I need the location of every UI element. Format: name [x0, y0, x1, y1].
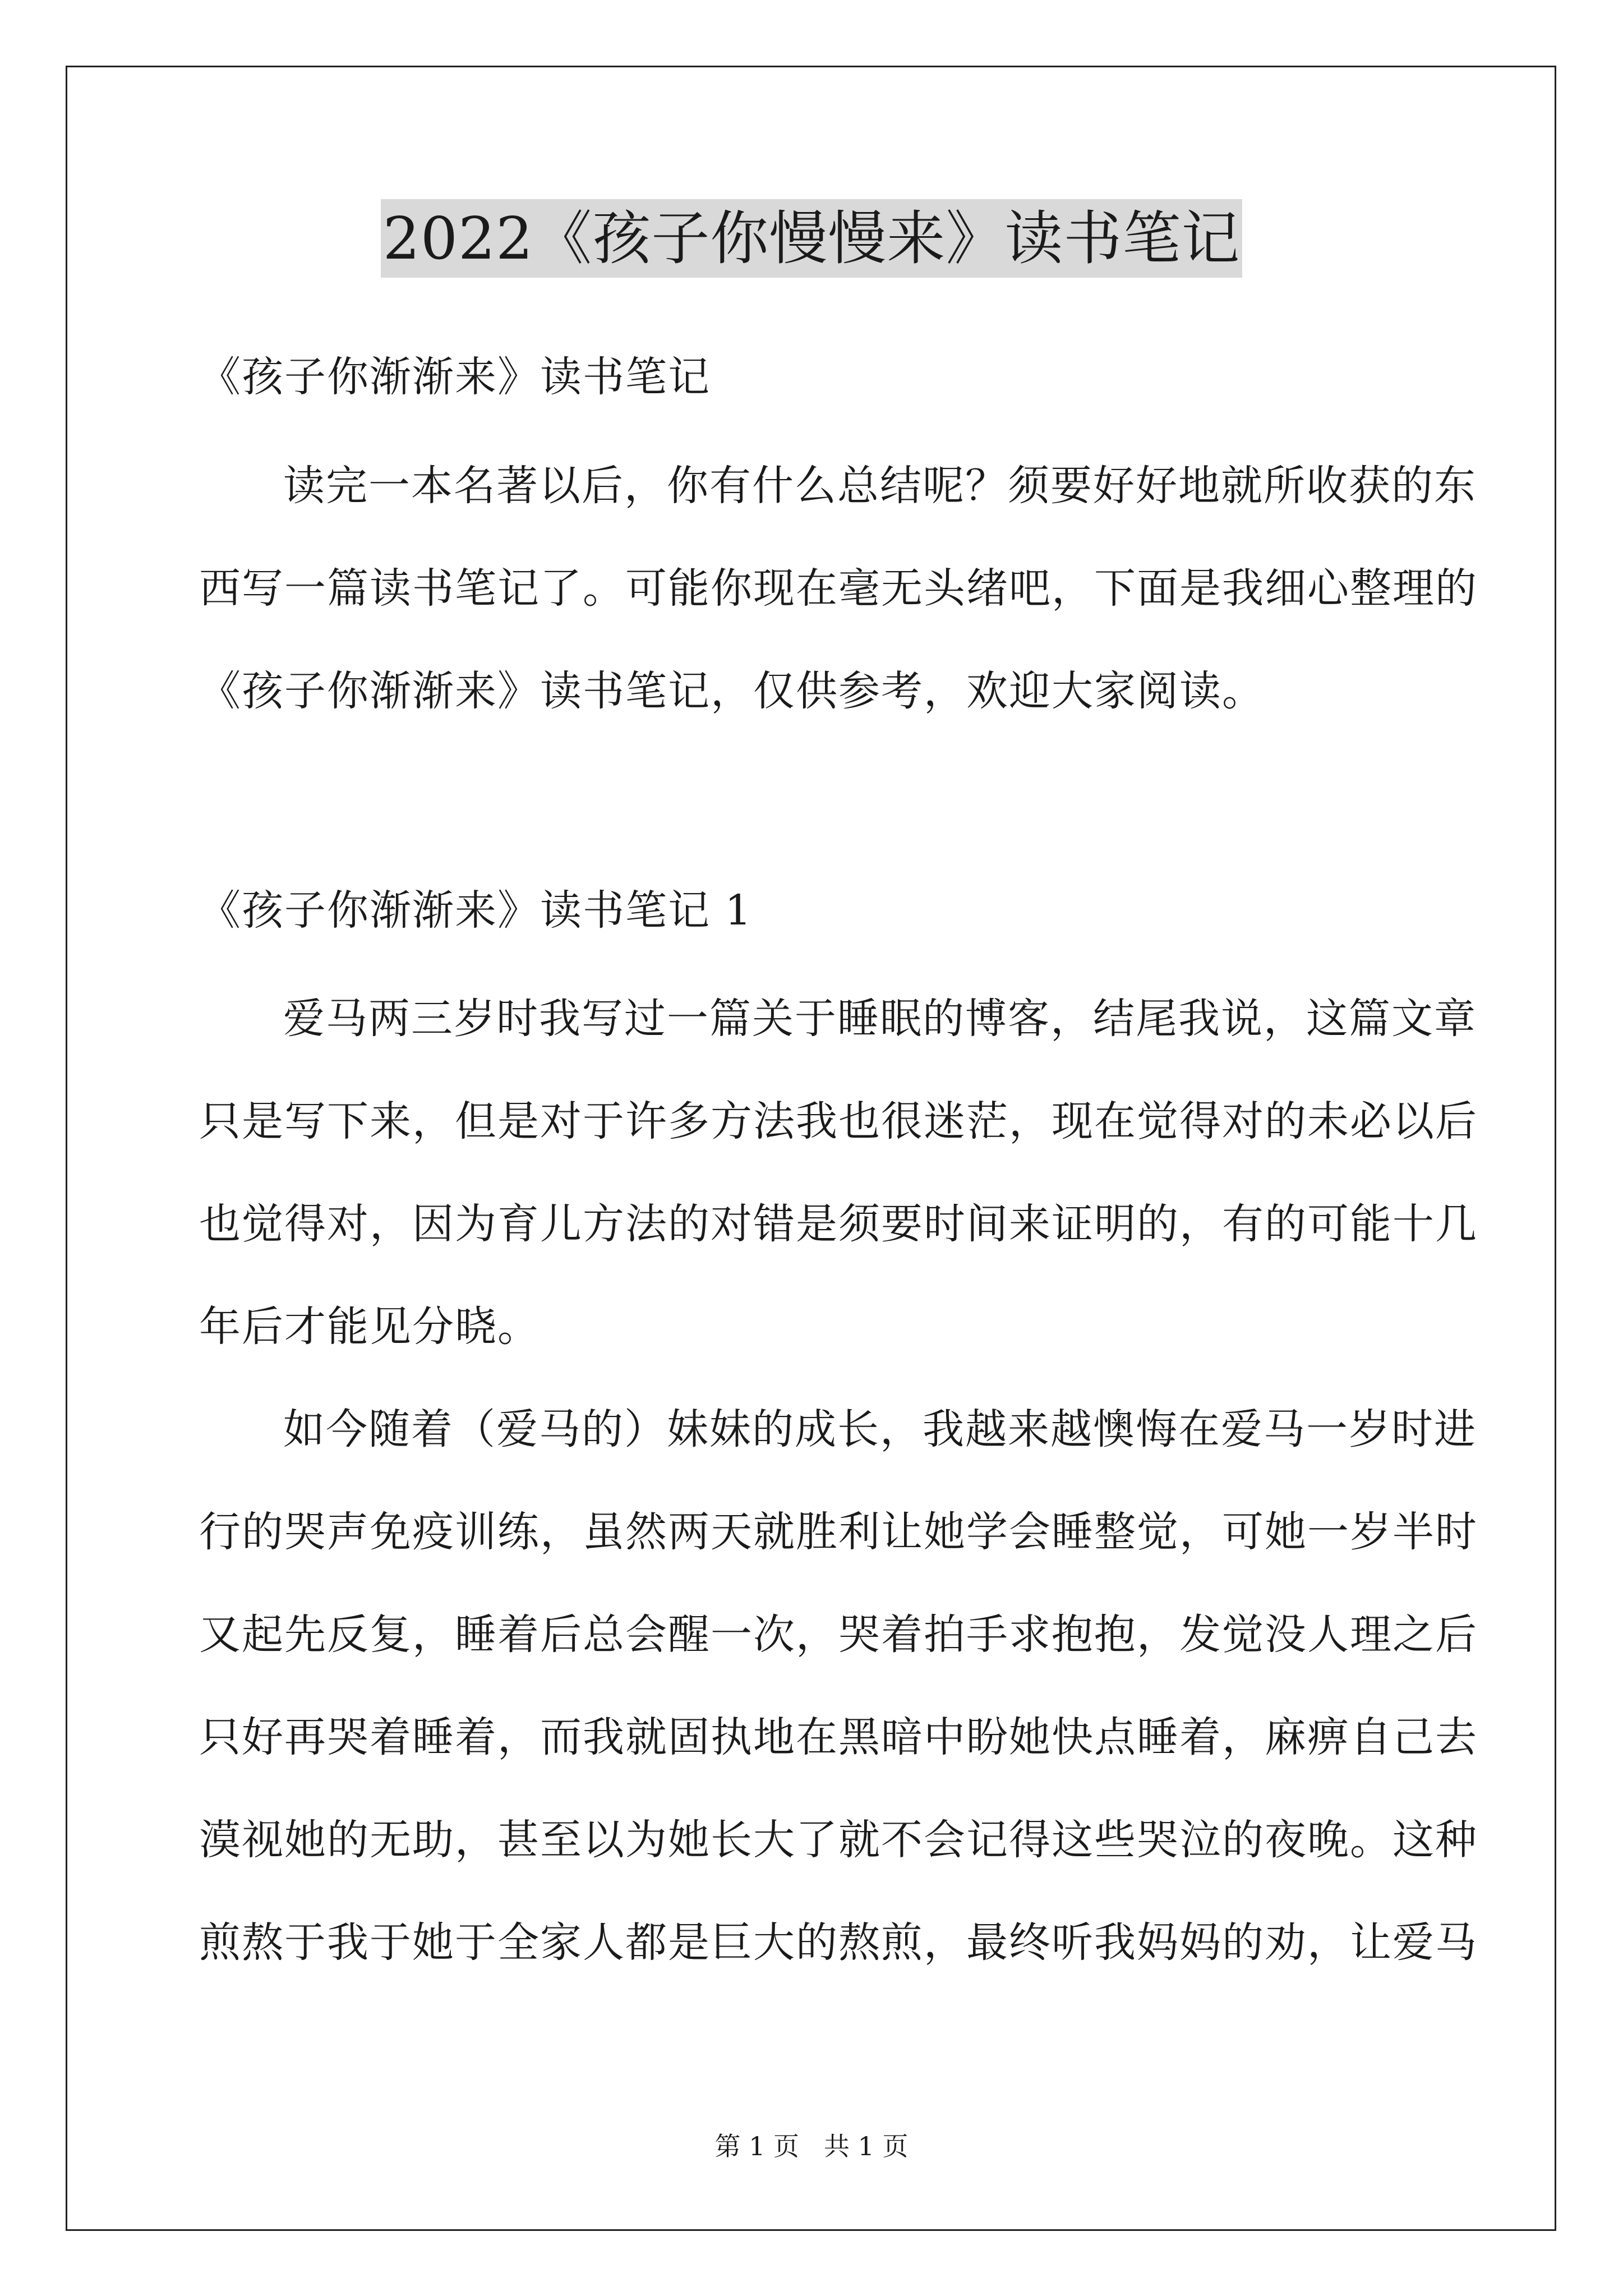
page-footer [0, 2129, 1623, 2163]
paragraph-line: 年后才能见分晓。 [199, 1303, 540, 1351]
paragraph-line: 行的哭声免疫训练，虽然两天就胜利让她学会睡整觉，可她一岁半时 [199, 1508, 1478, 1556]
paragraph-line: 又起先反复，睡着后总会醒一次，哭着拍手求抱抱，发觉没人理之后 [199, 1611, 1478, 1659]
paragraph-line: 如今随着（爱马的）妹妹的成长，我越来越懊悔在爱马一岁时进 [283, 1405, 1477, 1453]
intro-line: 读完一本名著以后，你有什么总结呢？须要好好地就所收获的东 [283, 462, 1477, 510]
intro-line: 《孩子你渐渐来》读书笔记，仅供参考，欢迎大家阅读。 [199, 667, 1265, 715]
page-total: 共 1 页 [824, 2131, 909, 2161]
paragraph-line: 只是写下来，但是对于许多方法我也很迷茫，现在觉得对的未必以后 [199, 1097, 1478, 1145]
paragraph-line: 漠视她的无助，甚至以为她长大了就不会记得这些哭泣的夜晚。这种 [199, 1816, 1478, 1864]
paragraph-line: 只好再哭着睡着，而我就固执地在黑暗中盼她快点睡着，麻痹自己去 [199, 1713, 1478, 1761]
document-title: 2022《孩子你慢慢来》读书笔记 [381, 199, 1243, 278]
document-subtitle: 《孩子你渐渐来》读书笔记 [199, 353, 711, 401]
intro-line: 西写一篇读书笔记了。可能你现在毫无头绪吧，下面是我细心整理的 [199, 564, 1478, 613]
paragraph-line: 煎熬于我于她于全家人都是巨大的熬煎，最终听我妈妈的劝，让爱马 [199, 1918, 1478, 1967]
title-container [0, 199, 1623, 278]
paragraph-line: 也觉得对，因为育儿方法的对错是须要时间来证明的，有的可能十几 [199, 1200, 1478, 1248]
page-number: 第 1 页 [714, 2131, 799, 2161]
paragraph-line: 爱马两三岁时我写过一篇关于睡眠的博客，结尾我说，这篇文章 [283, 995, 1477, 1043]
section-heading: 《孩子你渐渐来》读书笔记 1 [199, 886, 753, 935]
